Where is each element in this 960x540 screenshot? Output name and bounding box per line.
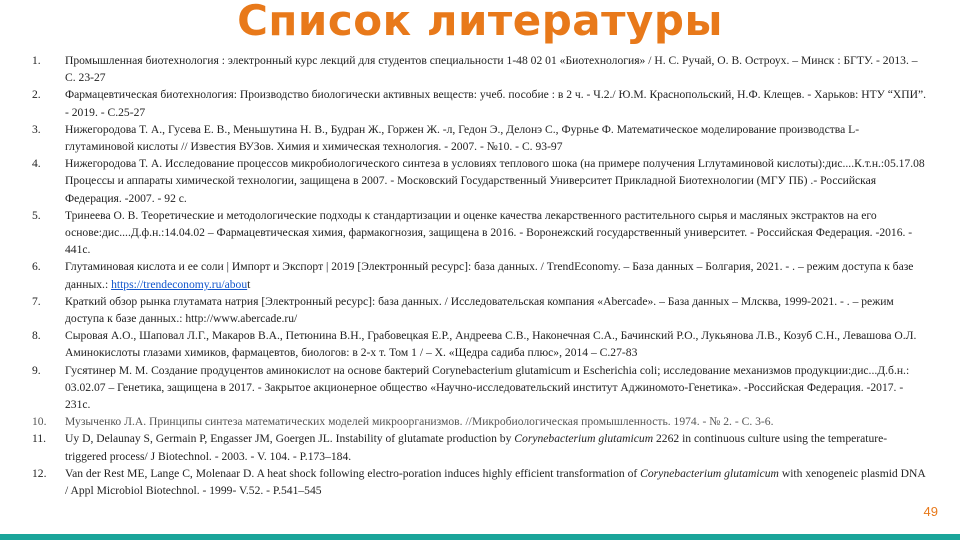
- species-name: Corynebacterium glutamicum: [514, 432, 654, 446]
- reference-text: [65, 258, 927, 292]
- bottom-accent-bar: [0, 534, 960, 540]
- reference-text: Нижегородова Т. А., Гусева Е. В., Меньшутина Н. В., Будран Ж., Горжен Ж. -л, Гедон Э., Делонэ С., Фурнье Ф. Математическое моделирование производства L-глутаминовой кислоты // Известия ВУЗов. Химия и химическая технология. - 2007. - №10. - С. 93-97: [65, 122, 860, 154]
- reference-number: 8.: [32, 329, 41, 343]
- reference-text-tail: with xenogeneic plasmid DNA / Appl Microbiol Biotechnol. - 1999- V.52. - P.541–545: [65, 466, 926, 498]
- reference-item: [32, 52, 927, 86]
- reference-number: 2.: [32, 88, 41, 102]
- reference-text: Музыченко Л.А. Принципы синтеза математических моделей микроорганизмов. //Микробиологическая промышленность. 1974. - № 2. - С. 3-6.: [65, 415, 774, 429]
- page-number: 49: [923, 504, 938, 519]
- reference-list: [32, 52, 927, 499]
- reference-number: 7.: [32, 294, 41, 308]
- reference-text: Промышленная биотехнология : электронный курс лекций для студентов специальности 1-48 02 01 «Биотехнология» / Н. С. Ручай, О. В. Остроух. – Минск : БГТУ. - 2013. – С. 23-27: [65, 54, 918, 85]
- reference-number: 5.: [32, 208, 41, 222]
- reference-number: 12.: [32, 466, 47, 480]
- reference-text-body: Van der Rest ME, Lange C, Molenaar D. A heat shock following electro-poration induces highly efficient transformation of: [65, 466, 641, 480]
- reference-number: 11.: [32, 432, 47, 446]
- reference-number: 10.: [32, 415, 47, 429]
- reference-text-body: Uy D, Delaunay S, Germain P, Engasser JM, Goergen JL. Instability of glutamate production by: [65, 432, 515, 446]
- reference-number: 1.: [32, 54, 41, 67]
- reference-item: [32, 413, 927, 430]
- reference-link[interactable]: https://trendeconomy.ru/abou: [111, 277, 248, 291]
- reference-text-body: Глутаминовая кислота и ее соли | Импорт и Экспорт | 2019 [Электронный ресурс]: база данных. / TrendEconomy. – База данных – Болгария, 2021. - . – режим доступа к базе данных.:: [65, 260, 914, 291]
- reference-text: Сыровая А.О., Шаповал Л.Г., Макаров В.А., Петюнина В.Н., Грабовецкая Е.Р., Андреева С.В., Наконечная С.А., Бачинский Р.О., Лукьянова Л.В., Козуб С.Н., Левашова О.Л. Аминокислоты глазами химиков, фармацевтов, биологов: в 2-х т. Том 1 / – Х. «Щедра садиба плюс», 2014 – С.27-83: [65, 329, 917, 360]
- reference-item: [32, 430, 927, 464]
- reference-number: 4.: [32, 157, 41, 171]
- reference-number: 3.: [32, 122, 41, 136]
- reference-text: Нижегородова Т. А. Исследование процессов микробиологического синтеза в условиях теплового шока (на примере получения Lглутаминовой кислоты):дис....К.т.н.:05.17.08 Процессы и аппараты химической технологии, защищена в 2007. - Московский Государственный Университет Прикладной Биотехнологии (МГУ ПБ) .- Российская Федерация. -2007. - 92 с.: [65, 157, 925, 205]
- reference-item: [32, 465, 927, 499]
- species-name: Corynebacterium glutamicum: [640, 466, 779, 480]
- reference-text: [65, 430, 927, 464]
- page-title: Список литературы: [237, 0, 723, 45]
- reference-number: 6.: [32, 260, 41, 274]
- reference-item: [32, 86, 927, 120]
- reference-item: [32, 258, 927, 292]
- reference-text: Тринеева О. В. Теоретические и методологические подходы к стандартизации и оценке качества лекарственного растительного сырья и масляных экстрактов на его основе:дис....Д.ф.н.:14.04.02 – Фармацевтическая химия, фармакогнозия, защищена в 2016. - Воронежский государственный университет. - Российская Федерация. -2016. - 441с.: [65, 208, 913, 257]
- reference-text: Гусятинер М. М. Создание продуцентов аминокислот на основе бактерий Corynebacterium glutamicum и Escherichia coli; исследование механизмов продукции:дис...Д.б.н.: 03.02.07 – Генетика, защищена в 2017. - Закрытое акционерное общество «Научно-исследовательский институт Аджиномото-Генетика». -Российская Федерация. -2017. - 231с.: [65, 363, 910, 412]
- reference-item: [32, 121, 927, 155]
- reference-item: [32, 155, 927, 207]
- reference-text-tail: t: [247, 277, 251, 291]
- reference-text-tail: 2262 in continuous culture using the temperature-triggered process/ J Biotechnol. - 2003. - V. 104. - P.173–184.: [65, 432, 888, 463]
- reference-text: Краткий обзор рынка глутамата натрия [Электронный ресурс]: база данных. / Исследовательская компания «Abercade». – База данных – Млсква, 1999-2021. - . – режим доступа к базе данных.: http://www.abercade.ru/: [65, 294, 894, 326]
- reference-item: [32, 362, 927, 414]
- reference-item: [32, 293, 927, 327]
- reference-number: 9.: [32, 363, 41, 377]
- reference-text: [65, 465, 927, 499]
- reference-item: [32, 327, 927, 361]
- reference-text: Фармацевтическая биотехнология: Производство биологически активных веществ: учеб. пособие : в 2 ч. - Ч.2./ Ю.М. Краснопольский, Н.Ф. Клещев. - Харьков: НТУ “ХПИ”. - 2019. - С.25-27: [65, 88, 927, 119]
- reference-item: [32, 207, 927, 259]
